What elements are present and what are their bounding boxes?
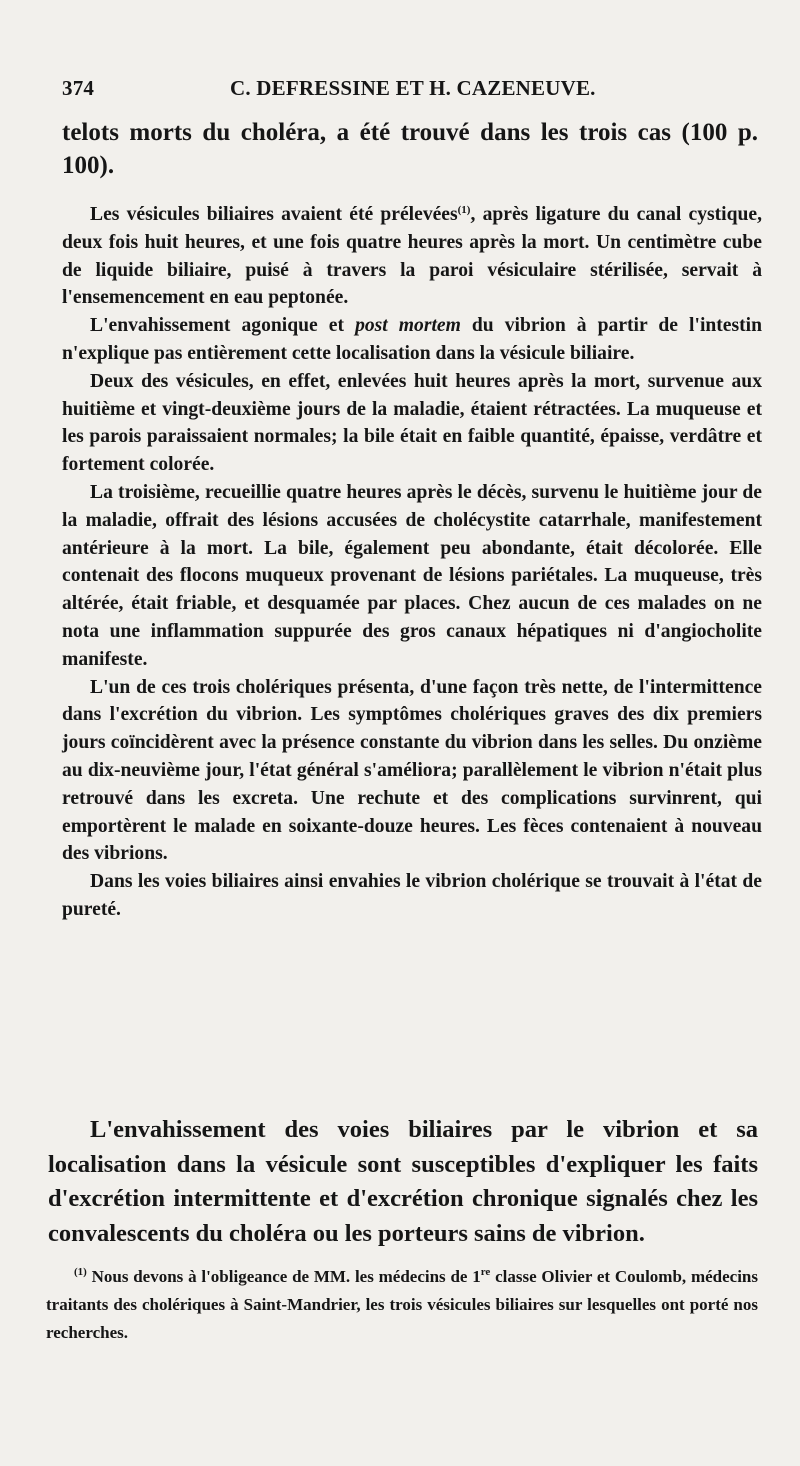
page-number: 374 bbox=[62, 76, 95, 100]
paragraph: La troisième, recueillie quatre heures après le décès, survenu le huitième jour de la maladie, offrait des lésions accusées de cholécystite catarrhale, manifestement antérieure à la mort. La bile, également peu abondante, était décolorée. Elle contenait des flocons muqueux provenant de lésions pariétales. La muqueuse, très altérée, était friable, et desquamée par places. Chez aucun de ces malades on ne nota une inflammation suppurée des gros canaux hépatiques ni d'angiocholite manifeste. bbox=[62, 481, 762, 670]
continued-text: telots morts du choléra, a été trouvé dans les trois cas (100 p. 100). bbox=[62, 119, 758, 179]
running-title: C. DEFRESSINE ET H. CAZENEUVE. bbox=[230, 76, 596, 100]
footnote-text: classe Olivier et Coulomb, médecins traitants des cholériques à Saint-Mandrier, les trois vésicules biliaires sur lesquelles ont porté nos recherches. bbox=[46, 1267, 758, 1342]
ordinal-suffix: re bbox=[480, 1266, 491, 1278]
paragraph-text: du vibrion à partir de l'intestin n'explique pas entièrement cette localisation dans la vésicule biliaire. bbox=[62, 315, 762, 364]
italic-term: post mortem bbox=[355, 315, 461, 337]
footnote bbox=[46, 1263, 758, 1347]
paragraph-text: Les vésicules biliaires avaient été prélevées bbox=[90, 204, 458, 225]
paragraph: L'un de ces trois cholériques présenta, d'une façon très nette, de l'intermittence dans l'excrétion du vibrion. Les symptômes cholériques graves des dix premiers jours coïncidèrent avec la présence constante du vibrion dans les selles. Du onzième au dix-neuvième jour, l'état général s'améliora; parallèlement le vibrion n'était plus retrouvé dans les excreta. Une rechute et des complications survinrent, qui emportèrent le malade en soixante-douze heures. Les fèces contenaient à nouveau des vibrions. bbox=[62, 676, 762, 865]
paragraph-text: , après ligature du canal cystique, deux fois huit heures, et une fois quatre heures après la mort. Un centimètre cube de liquide biliaire, puisé à travers la paroi vésiculaire stérilisée, servait à l'ensemencement en eau peptonée. bbox=[62, 204, 762, 309]
paragraph bbox=[62, 312, 762, 368]
conclusion-paragraph: L'envahissement des voies biliaires par le vibrion et sa localisation dans la vésicule sont susceptibles d'expliquer les faits d'excrétion intermittente et d'excrétion chronique signalés chez les convalescents du choléra ou les porteurs sains de vibrion. bbox=[48, 1116, 758, 1247]
paragraph bbox=[62, 201, 762, 312]
footnote-reference: (1) bbox=[457, 204, 471, 216]
footnote-text: Nous devons à l'obligeance de MM. les médecins de 1 bbox=[86, 1267, 481, 1286]
paragraph: Deux des vésicules, en effet, enlevées huit heures après la mort, survenue aux huitième et vingt-deuxième jours de la maladie, étaient rétractées. La muqueuse et les parois paraissaient normales; la bile était en faible quantité, épaisse, verdâtre et fortement colorée. bbox=[62, 370, 762, 476]
footnote-marker: (1) bbox=[74, 1266, 87, 1278]
body-small-print bbox=[62, 201, 762, 924]
paragraph: Dans les voies biliaires ainsi envahies le vibrion cholérique se trouvait à l'état de pureté. bbox=[62, 871, 762, 920]
paragraph-text: L'envahissement agonique et bbox=[90, 315, 356, 337]
